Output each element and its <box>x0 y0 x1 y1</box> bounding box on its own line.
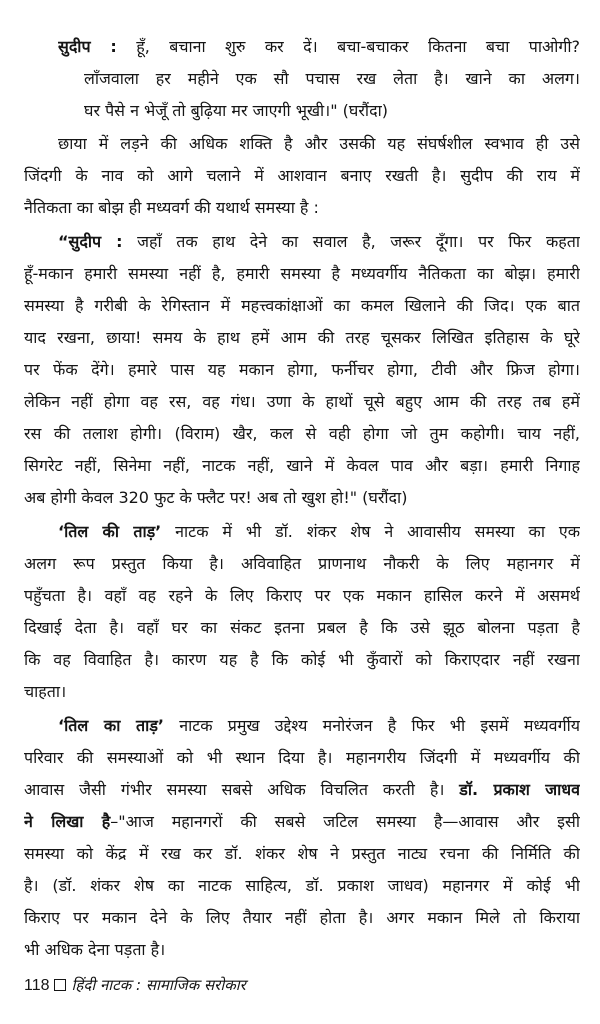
text-line <box>24 675 580 709</box>
text-line <box>24 449 580 483</box>
text-run: आवास जैसी गंभीर समस्या सबसे अधिक विचलित करती है। <box>24 780 460 799</box>
text-run: चाहता। <box>24 682 67 701</box>
text-run: लेकिन नहीं होगा वह रस, वह गंध। उणा के हाथों चूसे बहुए आम की तरह तब हमें <box>24 392 580 411</box>
text-line <box>24 321 580 355</box>
text-line <box>24 481 580 515</box>
text-line <box>58 127 580 161</box>
square-bullet-icon <box>54 979 66 991</box>
text-run: दिखाई देता है। वहाँ घर का संकट इतना प्रबल है कि उसे झूठ बोलना पड़ता है <box>24 618 580 637</box>
text-line <box>24 805 580 839</box>
text-line <box>24 933 580 967</box>
text-run: है। (डॉ. शंकर शेष का नाटक साहित्य, डॉ. प्रकाश जाधव) महानगर में कोई भी <box>24 876 580 895</box>
text-line <box>24 611 580 645</box>
text-run: नैतिकता का बोझ ही मध्यवर्ग की यथार्थ समस्या है : <box>24 198 319 217</box>
bold-text-run: डॉ. प्रकाश जाधव <box>459 780 580 799</box>
text-run: रस की तलाश होगी। (विराम) खैर, कल से वही होगा जो तुम कहोगी। चाय नहीं, <box>24 424 580 443</box>
text-run: परिवार की समस्याओं को भी स्थान दिया है। महानगरीय जिंदगी में मध्यवर्गीय की <box>24 748 580 767</box>
text-run: जहाँ तक हाथ देने का सवाल है, जरूर दूँगा। पर फिर कहता <box>122 232 580 251</box>
text-run: कि वह विवाहित है। कारण यह है कि कोई भी कुँवारों को किराएदार नहीं रखना <box>24 650 580 669</box>
text-run: लाँजवाला हर महीने एक सौ पचास रख लेता है। खाने का अलग। <box>84 69 580 88</box>
text-line <box>24 547 580 581</box>
text-run: समस्या को केंद्र में रख कर डॉ. शंकर शेष ने प्रस्तुत नाट्य रचना की निर्मिति की <box>24 844 580 863</box>
bold-text-run: ‘तिल की ताड़’ <box>58 522 162 541</box>
bold-text-run: “सुदीप : <box>58 232 123 251</box>
text-line <box>58 515 580 549</box>
text-line <box>24 257 580 291</box>
book-title: हिंदी नाटक : सामाजिक सरोकार <box>71 976 246 994</box>
text-run: जिंदगी के नाव को आगे चलाने में आशवान बनाए रखती है। सुदीप की राय में <box>24 166 580 185</box>
text-run: पर फेंक देंगे। हमारे पास यह मकान होगा, फर्नीचर होगा, टीवी और फ्रिज होगा। <box>24 360 580 379</box>
text-line <box>58 30 580 64</box>
text-line <box>24 901 580 935</box>
text-line <box>24 289 580 323</box>
text-line <box>24 837 580 871</box>
text-run: छाया में लड़ने की अधिक शक्ति है और उसकी यह संघर्षशील स्वभाव ही उसे <box>58 134 580 153</box>
text-line <box>58 225 580 259</box>
text-run: नाटक प्रमुख उद्देश्य मनोरंजन है फिर भी इसमें मध्यवर्गीय <box>163 716 580 735</box>
text-run: किराए पर मकान देने के लिए तैयार नहीं होता है। अगर मकान मिले तो किराया <box>24 908 580 927</box>
bold-text-run: ‘तिल का ताड़’ <box>58 716 164 735</box>
text-run: अलग रूप प्रस्तुत किया है। अविवाहित प्राणनाथ नौकरी के लिए महानगर में <box>24 554 580 573</box>
text-run: पहुँचता है। वहाँ वह रहने के लिए किराए पर एक मकान हासिल करने में असमर्थ <box>24 586 580 605</box>
text-line <box>24 353 580 387</box>
text-run: –"आज महानगरों की सबसे जटिल समस्या है—आवास और इसी <box>110 812 580 831</box>
text-run: घर पैसे न भेजूँ तो बुढ़िया मर जाएगी भूखी।" (घरौंदा) <box>84 101 388 120</box>
text-run: सिगरेट नहीं, सिनेमा नहीं, नाटक नहीं, खाने में केवल पाव और बड़ा। हमारी निगाह <box>24 456 580 475</box>
page-number: 118 <box>24 977 50 994</box>
text-line <box>24 191 580 225</box>
text-line <box>24 579 580 613</box>
text-run: याद रखना, छाया! समय के हाथ हमें आम की तरह चूसकर लिखित इतिहास के घूरे <box>24 328 580 347</box>
text-line <box>24 643 580 677</box>
text-line <box>58 709 580 743</box>
text-run: भी अधिक देना पड़ता है। <box>24 940 166 959</box>
text-line <box>84 62 580 96</box>
text-run: अब होगी केवल 320 फुट के फ्लैट पर! अब तो खुश हो!" (घरौंदा) <box>24 488 408 507</box>
text-line <box>24 417 580 451</box>
text-line <box>24 741 580 775</box>
text-line <box>24 773 580 807</box>
text-run: समस्या है गरीबी के रेगिस्तान में महत्त्वकांक्षाओं का कमल खिलाने की जिद। एक बात <box>24 296 580 315</box>
page-footer <box>24 968 580 1002</box>
text-run: हूँ-मकान हमारी समस्या नहीं है, हमारी समस्या है मध्यवर्गीय नैतिकता का बोझ। हमारी <box>24 264 580 283</box>
text-line <box>24 385 580 419</box>
text-line <box>24 159 580 193</box>
bold-text-run: ने लिखा है <box>24 812 111 831</box>
text-line <box>24 869 580 903</box>
bold-text-run: सुदीप : <box>58 37 117 56</box>
text-run: हूँ, बचाना शुरु कर दें। बचा-बचाकर कितना बचा पाओगी? <box>116 37 580 56</box>
text-run: नाटक में भी डॉ. शंकर शेष ने आवासीय समस्या का एक <box>161 522 580 541</box>
text-line <box>84 94 580 128</box>
